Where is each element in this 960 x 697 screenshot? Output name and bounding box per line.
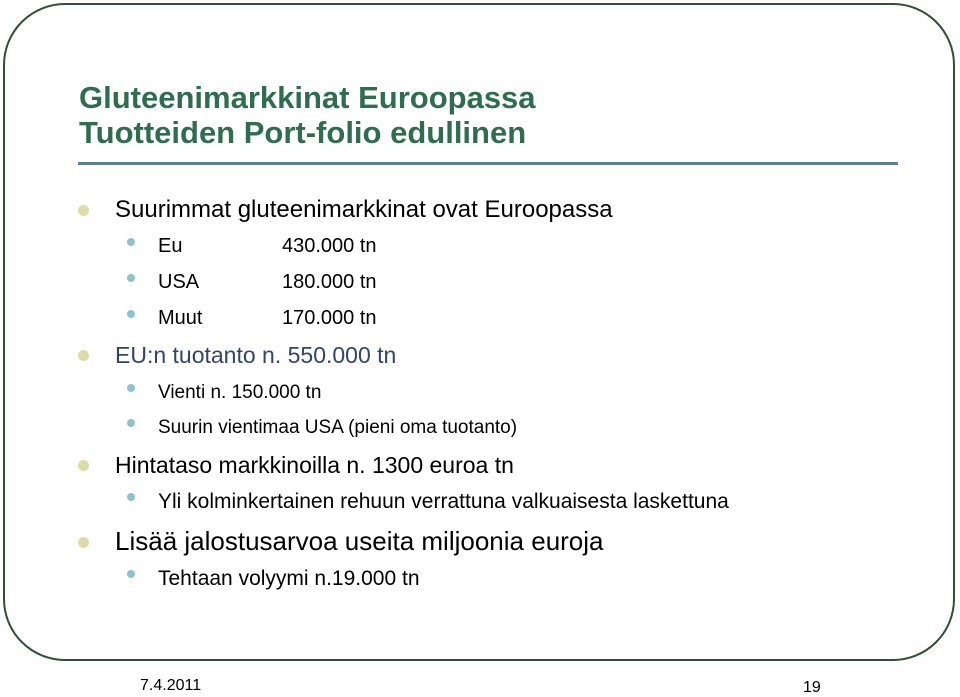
list-item	[158, 270, 377, 294]
bullet-text: Tehtaan volyymi n.19.000 tn	[158, 567, 420, 590]
slide-title-line-1: Gluteenimarkkinat Euroopassa	[79, 80, 536, 115]
region-value: 430.000 tn	[282, 235, 377, 257]
bullet-text: Vienti n. 150.000 tn	[158, 382, 322, 403]
bullet-icon	[78, 537, 89, 548]
list-item	[158, 490, 729, 514]
slide-title-line-2: Tuotteiden Port-folio edullinen	[79, 115, 527, 150]
bullet-icon	[127, 310, 135, 318]
bullet-icon	[127, 384, 135, 392]
bullet-icon	[127, 274, 135, 282]
list-item	[115, 196, 613, 224]
bullet-text: EU:n tuotanto n. 550.000 tn	[115, 342, 397, 368]
list-item	[158, 381, 321, 404]
region-label: USA	[158, 271, 200, 293]
list-item	[158, 306, 377, 330]
list-item	[115, 526, 604, 556]
bullet-icon	[78, 460, 89, 471]
bullet-icon	[78, 205, 89, 216]
list-item	[115, 451, 514, 479]
list-item	[115, 341, 396, 369]
footer-date: 7.4.2011	[140, 677, 202, 694]
bullet-icon	[78, 350, 89, 361]
bullet-icon	[127, 493, 135, 501]
region-label: Eu	[158, 235, 183, 257]
bullet-icon	[127, 570, 135, 578]
page-number: 19	[803, 679, 821, 696]
region-value: 180.000 tn	[282, 271, 377, 293]
list-item	[158, 234, 377, 258]
bullet-text: Hintataso markkinoilla n. 1300 euroa tn	[115, 452, 514, 478]
region-label: Muut	[158, 307, 203, 329]
list-item	[158, 416, 517, 439]
bullet-text: Suurin vientimaa USA (pieni oma tuotanto)	[158, 417, 518, 438]
bullet-text: Suurimmat gluteenimarkkinat ovat Euroopassa	[115, 196, 613, 223]
bullet-text: Yli kolminkertainen rehuun verrattuna valkuaisesta laskettuna	[158, 490, 729, 513]
bullet-text: Lisää jalostusarvoa useita miljoonia euroja	[115, 526, 604, 556]
list-item	[158, 567, 420, 591]
bullet-icon	[127, 419, 135, 427]
region-value: 170.000 tn	[282, 307, 377, 329]
bullet-icon	[127, 238, 135, 246]
